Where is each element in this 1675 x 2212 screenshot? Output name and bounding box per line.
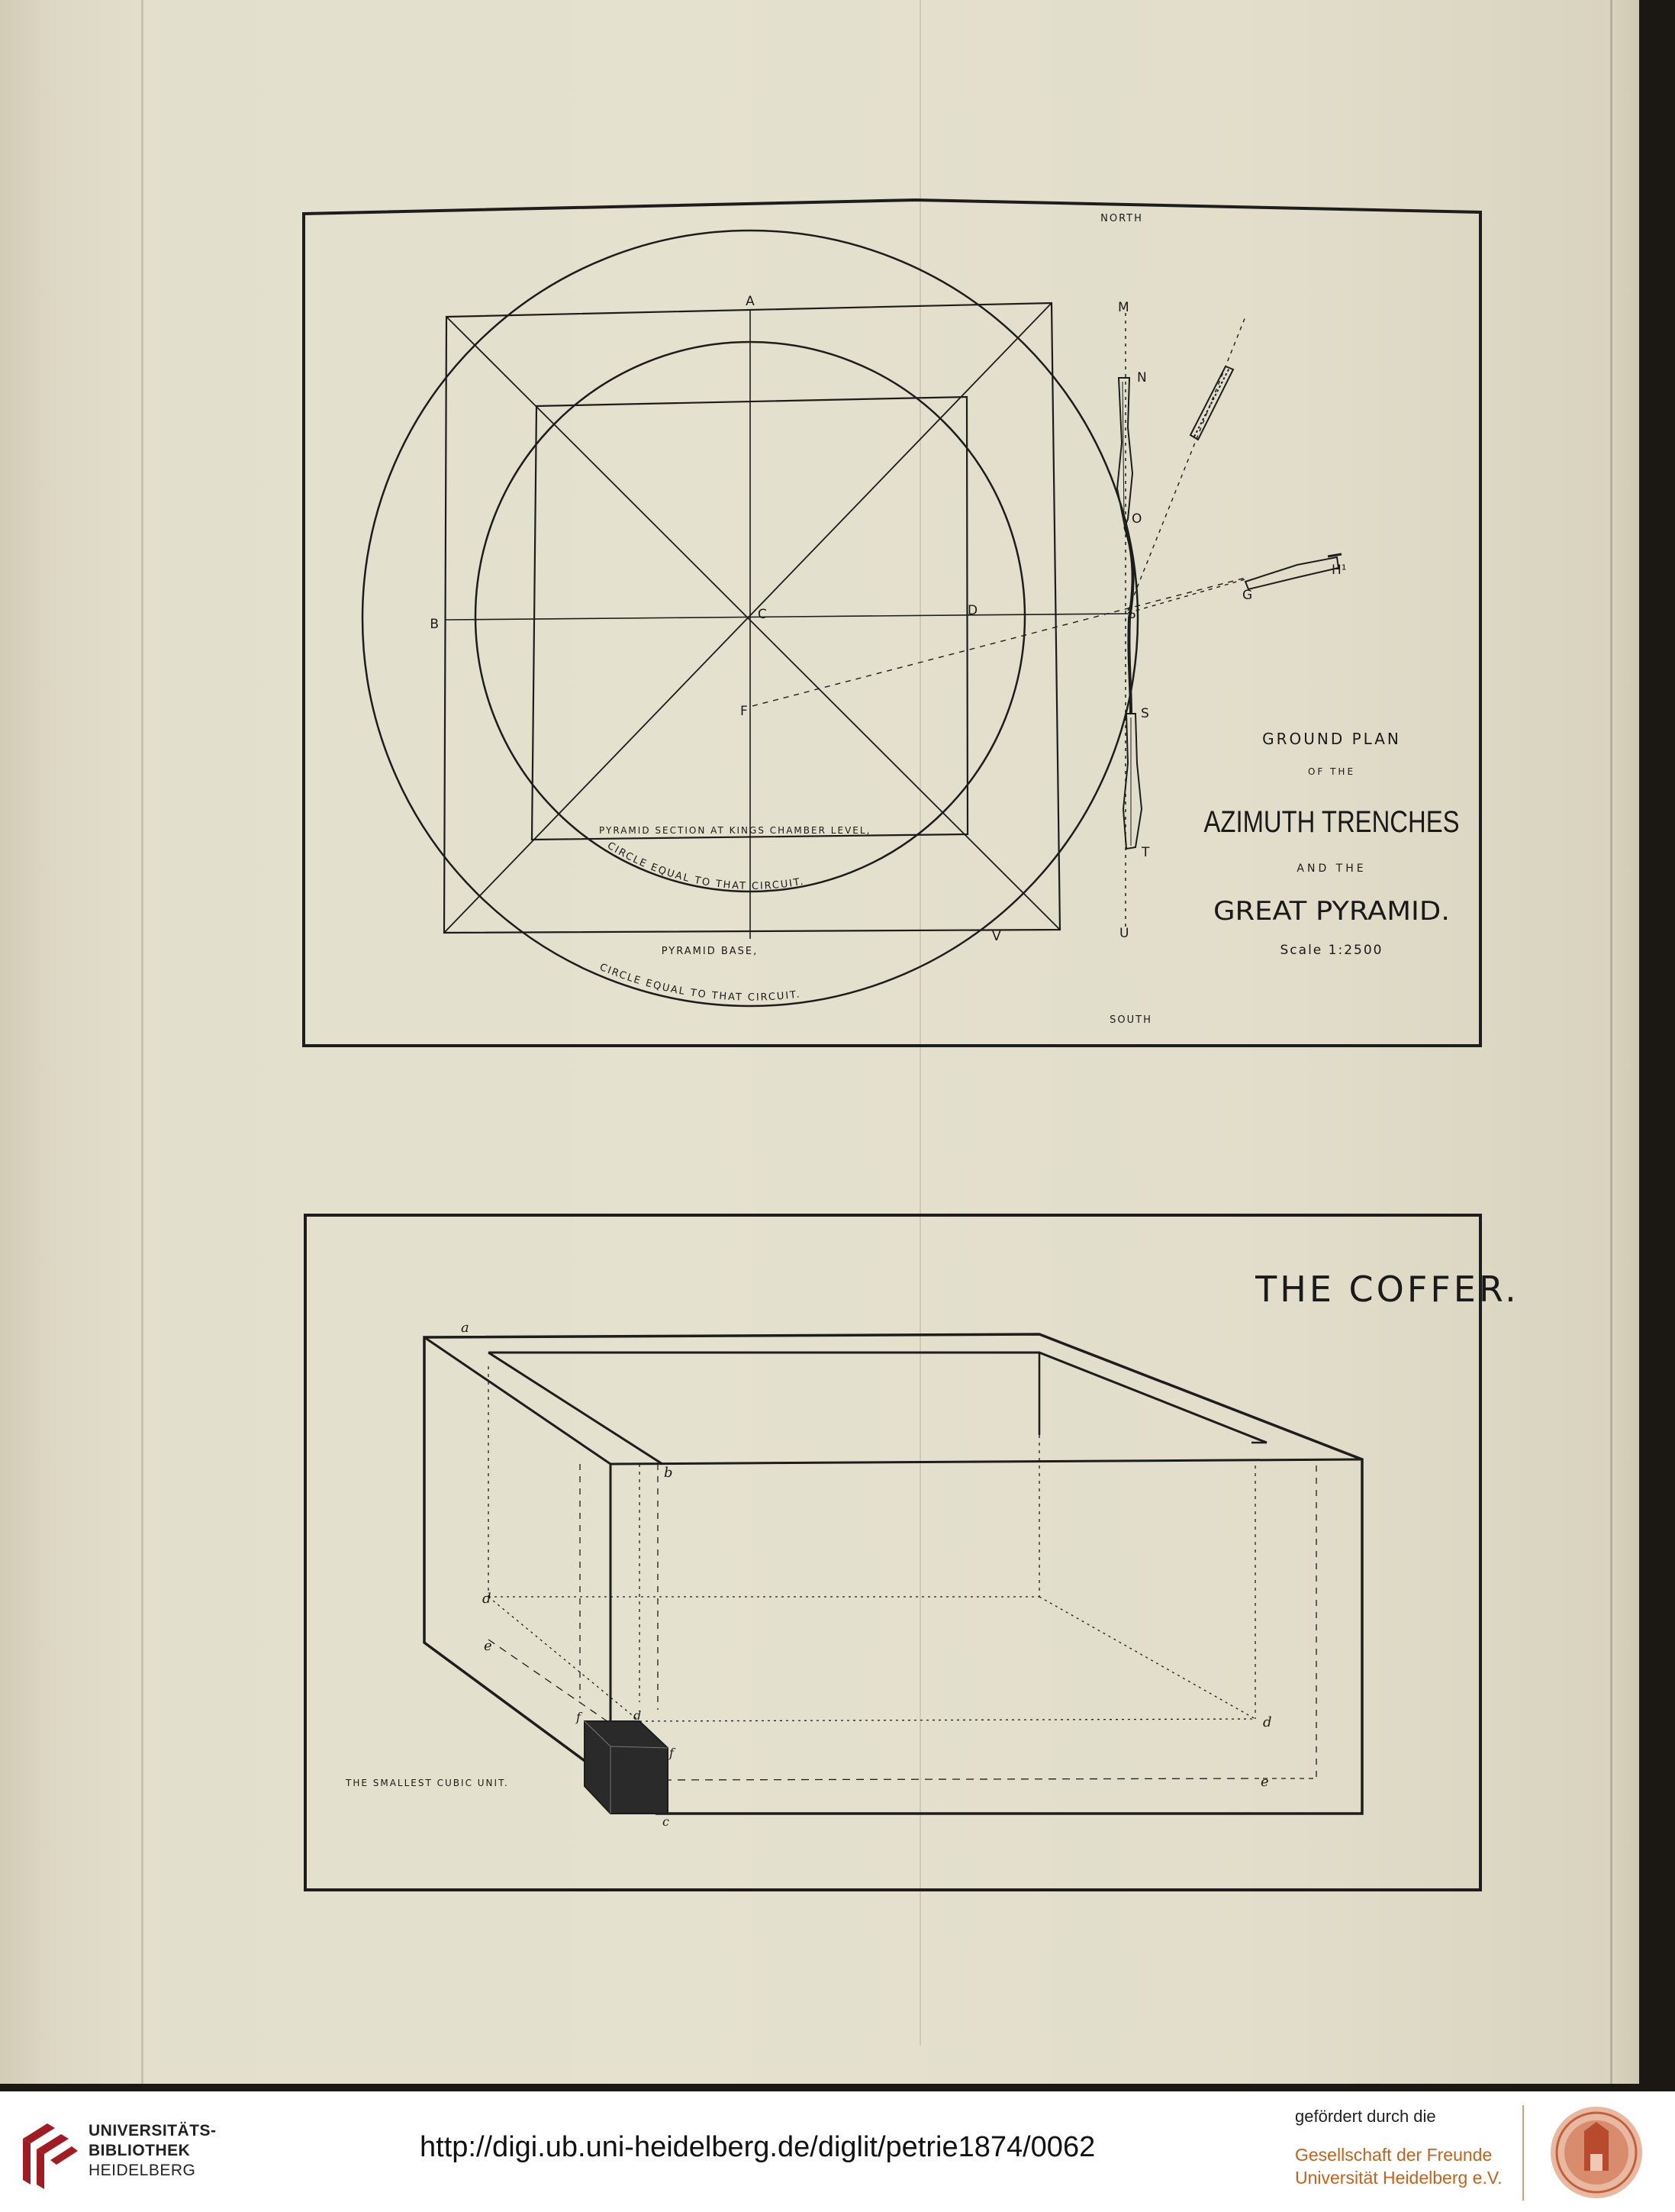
title-of-the: OF THE <box>1307 766 1356 777</box>
letter-d-cube: d <box>633 1708 642 1723</box>
point-h1: H¹ <box>1332 563 1347 578</box>
inner-circle-label: CIRCLE EQUAL TO THAT CIRCUIT. <box>604 840 806 892</box>
point-a: A <box>746 294 755 309</box>
letter-a: a <box>461 1320 469 1336</box>
kings-chamber-label: PYRAMID SECTION AT KINGS CHAMBER LEVEL, <box>599 825 871 836</box>
trench-east-end <box>1328 554 1342 556</box>
hidden-floor-left <box>488 1597 642 1723</box>
azimuth-line-p-g <box>1128 579 1248 613</box>
society-name-line1: Gesellschaft der Freunde <box>1295 2145 1493 2165</box>
coffer-inner-rim <box>488 1353 1267 1443</box>
point-n: N <box>1137 370 1147 385</box>
smallest-cubic-unit <box>585 1721 668 1814</box>
point-s: S <box>1141 706 1149 721</box>
hidden-outer-bottom-front <box>664 1778 1259 1780</box>
south-label: SOUTH <box>1110 1014 1152 1026</box>
hidden-floor-front <box>639 1719 1255 1721</box>
point-d: D <box>968 603 978 618</box>
document-url-link[interactable]: http://digi.ub.uni-heidelberg.de/diglit/petrie1874/0062 <box>420 2131 1096 2163</box>
pyramid-base-label: PYRAMID BASE, <box>661 946 759 957</box>
letter-e-right: e <box>1261 1774 1269 1790</box>
letter-e-left: e <box>484 1638 492 1654</box>
funded-by-label: gefördert durch die <box>1295 2107 1436 2126</box>
point-c: C <box>758 607 767 622</box>
point-m: M <box>1118 300 1129 315</box>
coffer-front-top-edge <box>610 1459 1362 1464</box>
point-g: G <box>1242 588 1253 603</box>
university-library-logo-icon <box>15 2116 79 2189</box>
point-b: B <box>430 617 439 632</box>
coffer-left-top-edge <box>424 1337 610 1464</box>
diagonal-line-2 <box>444 303 1052 933</box>
library-name-line1: UNIVERSITÄTS- <box>89 2122 217 2139</box>
coffer-title: THE COFFER. <box>1255 1269 1519 1310</box>
coffer-frame <box>305 1215 1480 1890</box>
scale-label: Scale 1:2500 <box>1280 943 1383 958</box>
point-f: F <box>740 704 748 719</box>
title-great-pyramid: GREAT PYRAMID. <box>1213 896 1450 927</box>
outer-circle-label: CIRCLE EQUAL TO THAT CIRCUIT. <box>598 961 802 1004</box>
title-ground-plan: GROUND PLAN <box>1262 730 1401 748</box>
north-label: NORTH <box>1100 213 1143 224</box>
letter-b: b <box>664 1465 673 1481</box>
society-name-line2: Universität Heidelberg e.V. <box>1295 2168 1503 2188</box>
footer-bar <box>0 2091 1675 2212</box>
title-and-the: AND THE <box>1297 863 1367 875</box>
trench-north-core <box>1123 382 1124 519</box>
trench-northeast-hatch <box>1194 368 1229 437</box>
point-o: O <box>1132 511 1142 527</box>
azimuth-line-f-g <box>752 577 1248 706</box>
library-name-line2: BIBLIOTHEK <box>89 2142 191 2159</box>
point-t: T <box>1142 845 1150 860</box>
hidden-outer-bottom-left <box>488 1640 610 1723</box>
cubic-unit-caption: THE SMALLEST CUBIC UNIT. <box>346 1778 509 1788</box>
coffer-inner-rim-left <box>488 1353 662 1464</box>
coffer-plate <box>305 1215 1480 1890</box>
letter-c: c <box>662 1814 669 1829</box>
trench-north <box>1117 378 1132 527</box>
title-azimuth-trenches: AZIMUTH TRENCHES <box>1203 805 1460 839</box>
point-u: U <box>1119 926 1129 941</box>
library-name-line3: HEIDELBERG <box>89 2162 196 2179</box>
letter-d-right: d <box>1263 1714 1272 1730</box>
footer-divider <box>1522 2105 1524 2201</box>
university-seal-icon <box>1549 2105 1644 2200</box>
letter-f-right: f <box>669 1746 674 1760</box>
ground-plan-labels <box>430 213 1459 1026</box>
hidden-floor-right <box>1039 1597 1255 1719</box>
coffer-outer-outline <box>424 1334 1362 1814</box>
trench-east <box>1245 557 1338 589</box>
letter-f-left: f <box>576 1710 581 1724</box>
point-p: P <box>1128 611 1136 626</box>
azimuth-line-ne <box>1128 317 1245 611</box>
letter-d-left: d <box>482 1591 491 1607</box>
point-v: V <box>992 929 1001 944</box>
